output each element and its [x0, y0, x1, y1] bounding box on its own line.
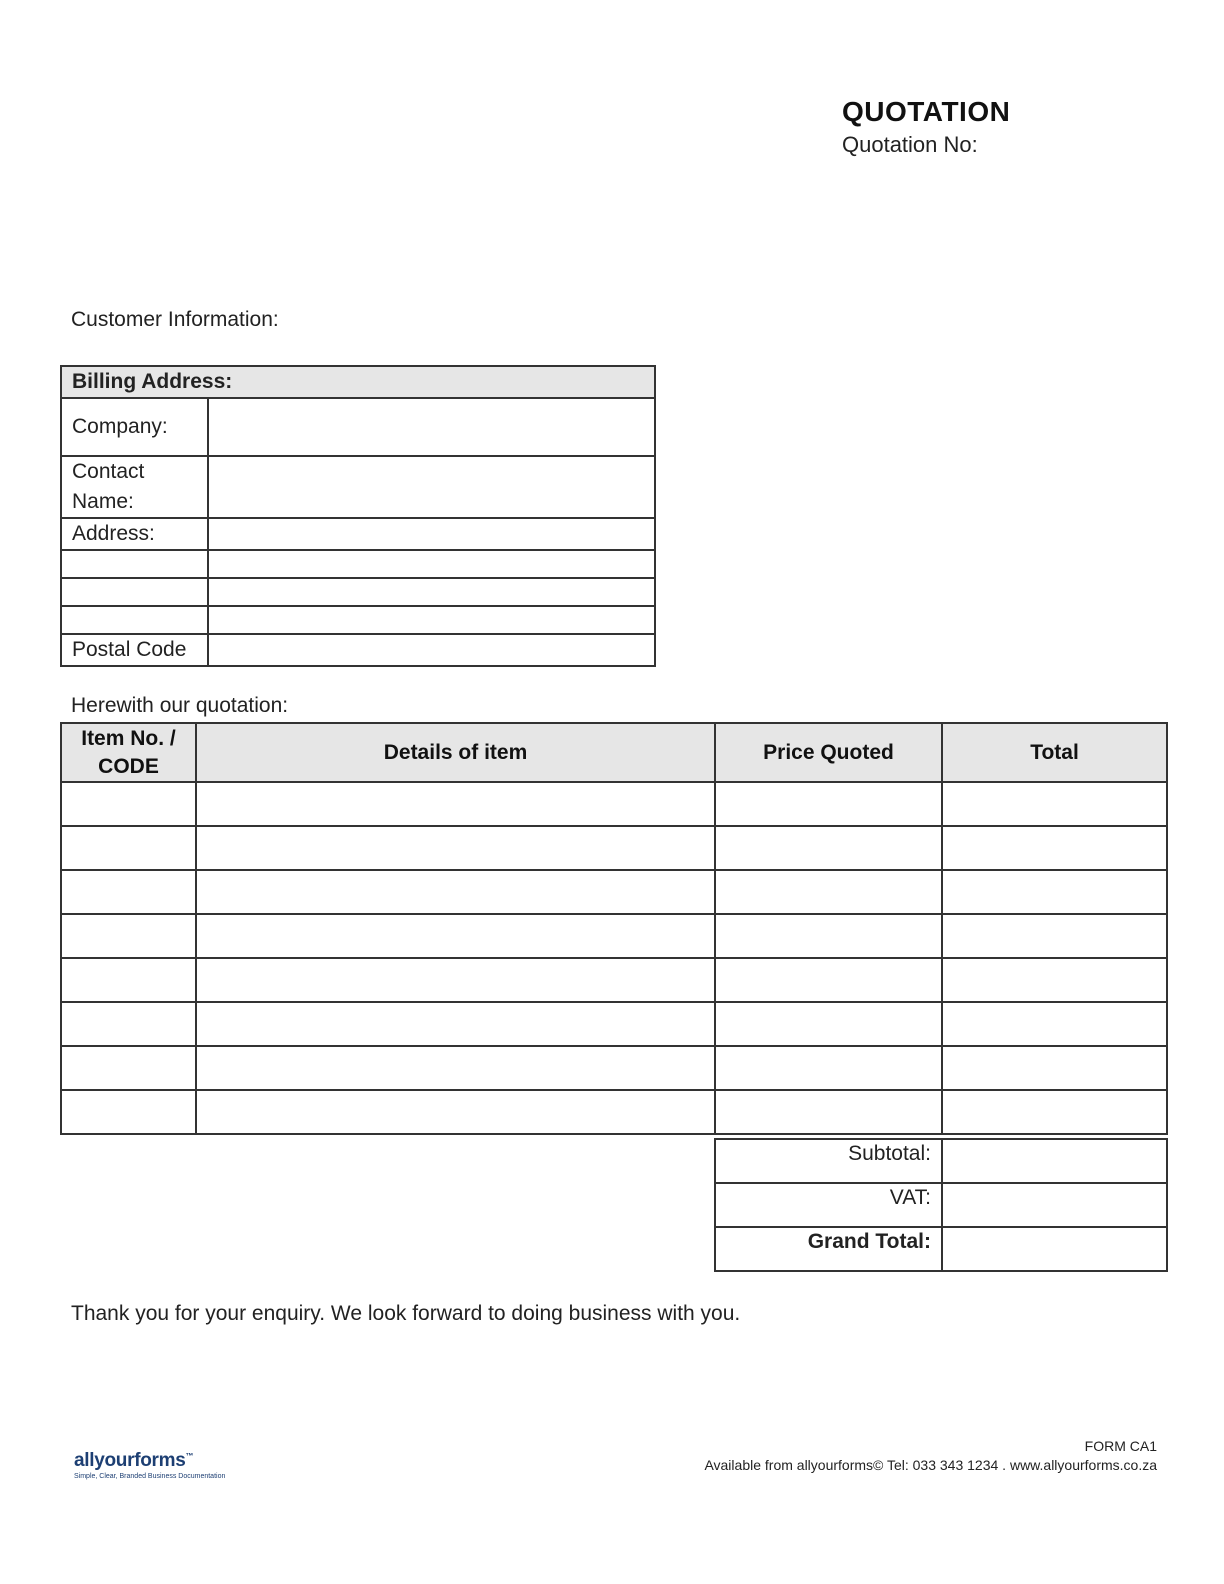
totals-table [714, 1138, 1168, 1272]
price-cell[interactable] [715, 870, 942, 914]
logo-name: allyourforms [74, 1450, 186, 1471]
price-cell[interactable] [715, 1002, 942, 1046]
document-title: QUOTATION [842, 96, 1011, 127]
item-code-cell[interactable] [61, 914, 196, 958]
footer-availability: Available from allyourforms© Tel: 033 343 1234 . www.allyourforms.co.za [704, 1457, 1157, 1473]
customer-information-label: Customer Information: [71, 308, 279, 331]
table-row [61, 1090, 1167, 1134]
table-row [61, 870, 1167, 914]
item-code-cell[interactable] [61, 1046, 196, 1090]
table-row [61, 958, 1167, 1002]
total-cell[interactable] [942, 1002, 1167, 1046]
price-cell[interactable] [715, 782, 942, 826]
table-row [61, 914, 1167, 958]
details-cell[interactable] [196, 1046, 715, 1090]
item-code-cell[interactable] [61, 1002, 196, 1046]
total-cell[interactable] [942, 958, 1167, 1002]
details-cell[interactable] [196, 914, 715, 958]
total-cell[interactable] [942, 870, 1167, 914]
postal-code-label: Postal Code [61, 634, 208, 666]
postal-code-field[interactable] [208, 634, 655, 666]
column-header-total: Total [942, 723, 1167, 782]
contact-name-label: Contact Name: [61, 456, 208, 518]
details-cell[interactable] [196, 958, 715, 1002]
address-field-2[interactable] [208, 550, 655, 578]
billing-address-table [60, 365, 656, 667]
details-cell[interactable] [196, 1090, 715, 1134]
total-cell[interactable] [942, 1090, 1167, 1134]
price-cell[interactable] [715, 914, 942, 958]
vat-label: VAT: [715, 1183, 942, 1227]
price-cell[interactable] [715, 958, 942, 1002]
vat-field[interactable] [942, 1183, 1167, 1227]
table-row [61, 1046, 1167, 1090]
address-label-blank [61, 606, 208, 634]
address-field-4[interactable] [208, 606, 655, 634]
price-cell[interactable] [715, 1090, 942, 1134]
item-code-cell[interactable] [61, 958, 196, 1002]
address-field-1[interactable] [208, 518, 655, 550]
company-label: Company: [61, 398, 208, 456]
subtotal-field[interactable] [942, 1139, 1167, 1183]
quotation-number-label: Quotation No: [842, 132, 978, 157]
logo-trademark: ™ [185, 1451, 194, 1461]
allyourforms-logo [74, 1450, 225, 1480]
items-table [60, 722, 1168, 1135]
item-code-cell[interactable] [61, 826, 196, 870]
total-cell[interactable] [942, 914, 1167, 958]
table-row [61, 782, 1167, 826]
details-cell[interactable] [196, 1002, 715, 1046]
subtotal-label: Subtotal: [715, 1139, 942, 1183]
billing-address-heading: Billing Address: [61, 366, 655, 398]
price-cell[interactable] [715, 826, 942, 870]
company-field[interactable] [208, 398, 655, 456]
contact-name-field[interactable] [208, 456, 655, 518]
address-label: Address: [61, 518, 208, 550]
column-header-price: Price Quoted [715, 723, 942, 782]
column-header-item-code: Item No. / CODE [61, 723, 196, 782]
total-cell[interactable] [942, 1046, 1167, 1090]
total-cell[interactable] [942, 782, 1167, 826]
address-label-blank [61, 550, 208, 578]
details-cell[interactable] [196, 826, 715, 870]
item-code-cell[interactable] [61, 1090, 196, 1134]
price-cell[interactable] [715, 1046, 942, 1090]
form-code: FORM CA1 [1084, 1438, 1157, 1454]
item-code-cell[interactable] [61, 870, 196, 914]
logo-wordmark [74, 1450, 225, 1472]
total-cell[interactable] [942, 826, 1167, 870]
address-label-blank [61, 578, 208, 606]
details-cell[interactable] [196, 782, 715, 826]
address-field-3[interactable] [208, 578, 655, 606]
details-cell[interactable] [196, 870, 715, 914]
table-row [61, 826, 1167, 870]
thank-you-message: Thank you for your enquiry. We look forward to doing business with you. [71, 1302, 741, 1325]
logo-tagline: Simple, Clear, Branded Business Documentation [74, 1473, 226, 1480]
column-header-details: Details of item [196, 723, 715, 782]
grand-total-label: Grand Total: [715, 1227, 942, 1271]
item-code-cell[interactable] [61, 782, 196, 826]
grand-total-field[interactable] [942, 1227, 1167, 1271]
herewith-label: Herewith our quotation: [71, 694, 289, 717]
table-row [61, 1002, 1167, 1046]
